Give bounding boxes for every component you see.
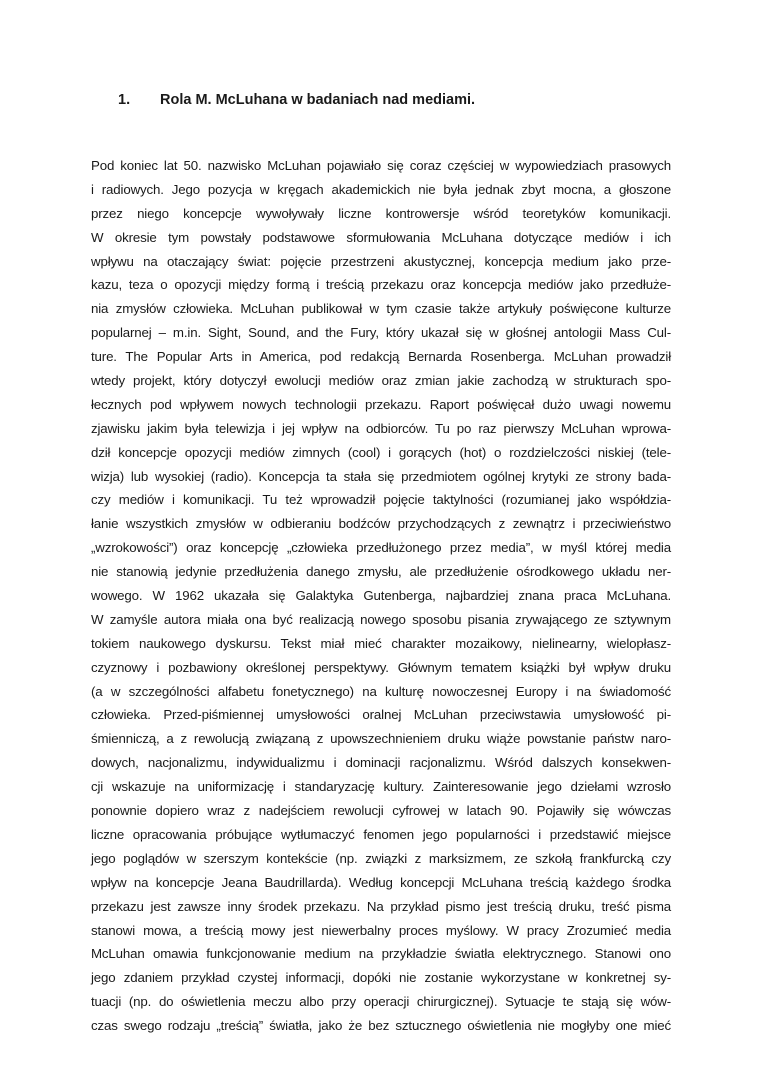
text-line: łanie wszystkich zmysłów w odbieraniu bodźców przychodzących z zewnątrz i przeciwieństwo: [91, 516, 671, 532]
text-line: śmienniczą, a z rewolucją związaną z upowszechnieniem druku wiąże powstanie państw naro-: [91, 731, 671, 747]
text-line: liczne opracowania próbujące wytłumaczyć fenomen jego popularności i przedstawić miejsce: [91, 826, 671, 842]
text-line: stanowi mowa, a treścią mowy jest niewerbalny proces myślowy. W pracy Zrozumieć media: [91, 922, 671, 938]
text-line: nia zmysłów człowieka. McLuhan publikował w tym czasie także artykuły poświęcone kulturze: [91, 301, 671, 317]
text-line: popularnej – m.in. Sight, Sound, and the Fury, który ukazał się w głośnej antologii Mass Cul-: [91, 325, 671, 341]
text-line: człowieka. Przed-piśmiennej umysłowości oralnej McLuhan przeciwstawia umysłowość pi-: [91, 707, 671, 723]
text-line: czyznowy i pozbawiony określonej perspektywy. Głównym tematem książki był wpływ druku: [91, 659, 671, 675]
text-line: wizja) lub wysokiej (radio). Koncepcja ta stała się przedmiotem ogólnej krytyki ze strony bada-: [91, 468, 671, 484]
text-line: i radiowych. Jego pozycja w kręgach akademickich nie była jednak zbyt mocna, a głoszone: [91, 181, 671, 197]
text-line: wpływ na koncepcje Jeana Baudrillarda). Według koncepcji McLuhana treścią każdego środka: [91, 874, 671, 890]
text-line: przez niego koncepcje wywoływały liczne kontrowersje wśród teoretyków komunikacji.: [91, 205, 671, 221]
text-line: jego poglądów w szerszym kontekście (np. związki z marksizmem, ze szkołą frankfurcką czy: [91, 850, 671, 866]
text-line: tuacji (np. do oświetlenia meczu albo przy operacji chirurgicznej). Sytuacje te stają się wów-: [91, 994, 671, 1010]
text-line: W okresie tym powstały podstawowe sformułowania McLuhana dotyczące mediów i ich: [91, 229, 671, 245]
text-line: dowych, nacjonalizmu, indywidualizmu i dominacji racjonalizmu. Wśród dalszych konsekwen-: [91, 755, 671, 771]
text-line: przekazu jest zawsze inny środek przekazu. Na przykład pismo jest treścią druku, treść pisma: [91, 898, 671, 914]
text-line: cji wskazuje na uniformizację i standaryzację kultury. Zainteresowanie jego dziełami wzrosło: [91, 779, 671, 795]
text-line: nie stanowią jedynie przedłużenia danego zmysłu, ale przedłużenie ośrodkowego układu ner-: [91, 564, 671, 580]
text-line: łecznych pod wpływem nowych technologii przekazu. Raport poświęcał dużo uwagi nowemu: [91, 396, 671, 412]
section-title: Rola M. McLuhana w badaniach nad mediami.: [160, 92, 476, 108]
text-line: W zamyśle autora miała ona być realizacją nowego sposobu pisania zrywającego ze sztywnym: [91, 611, 671, 627]
text-line: wowego. W 1962 ukazała się Galaktyka Gutenberga, najbardziej znana praca McLuhana.: [91, 588, 671, 604]
body-paragraph: [91, 154, 671, 1038]
text-line: czas swego rodzaju „treścią” światła, jako że bez sztucznego oświetlenia nie mogłyby one mieć: [91, 1018, 671, 1034]
text-line: wtedy projekt, który dotyczył ewolucji mediów oraz zmian jakie zachodzą w strukturach spo-: [91, 373, 671, 389]
text-line: zjawisku jakim była telewizja i jej wpływ na odbiorców. Tu po raz pierwszy McLuhan wprowa-: [91, 420, 671, 436]
text-line: McLuhan omawia funkcjonowanie medium na przykładzie światła elektrycznego. Stanowi ono: [91, 946, 671, 962]
text-line: ture. The Popular Arts in America, pod redakcją Bernarda Rosenberga. McLuhan prowadził: [91, 349, 671, 365]
text-line: czy mediów i komunikacji. Tu też wprowadził pojęcie taktylności (rozumianej jako współdzia-: [91, 492, 671, 508]
text-line: wpływu na otaczający świat: pojęcie przestrzeni akustycznej, koncepcja medium jako prze-: [91, 253, 671, 269]
text-line: dził koncepcje opozycji mediów zimnych (cool) i gorących (hot) o rozdzielczości niskiej (tele-: [91, 444, 671, 460]
section-number: 1.: [118, 92, 131, 108]
text-line: kazu, teza o opozycji między formą i treścią przekazu oraz koncepcja mediów jako przedłuże-: [91, 277, 671, 293]
text-line: ponownie dopiero wraz z nadejściem rewolucji cyfrowej w latach 90. Pojawiły się wówczas: [91, 803, 671, 819]
text-line: tokiem naukowego dyskursu. Tekst miał mieć charakter mozaikowy, nielinearny, wielopłasz-: [91, 635, 671, 651]
text-line: „wzrokowości”) oraz koncepcję „człowieka przedłużonego przez media”, w myśl której media: [91, 540, 671, 556]
text-line: (a w szczególności alfabetu fonetycznego) na kulturę nowoczesnej Europy i na świadomość: [91, 683, 671, 699]
section-heading: [118, 90, 475, 110]
text-line: Pod koniec lat 50. nazwisko McLuhan pojawiało się coraz częściej w wypowiedziach prasowych: [91, 158, 671, 173]
text-line: jego zdaniem przykład czystej informacji, dopóki nie zostanie wykorzystane w konkretnej sy-: [91, 970, 671, 986]
